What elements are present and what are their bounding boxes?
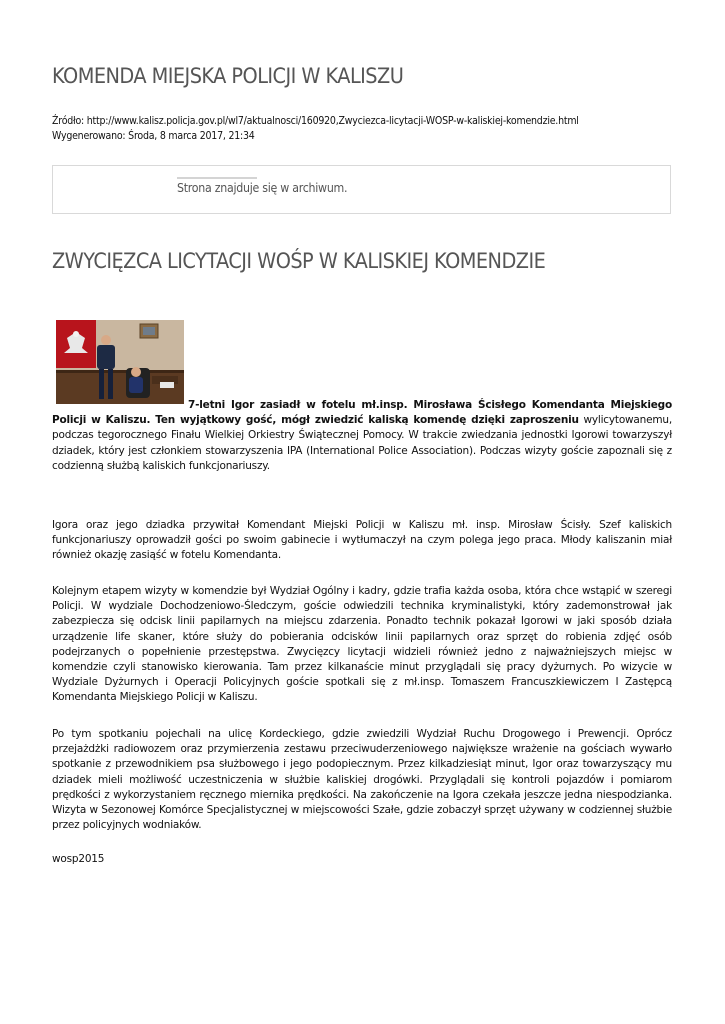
archive-divider xyxy=(177,177,257,179)
article-paragraph xyxy=(52,518,672,564)
article-photo xyxy=(56,320,184,404)
paragraph-text: Igora oraz jego dziadka przywitał Komendant Miejski Policji w Kaliszu mł. insp. Mirosław Ścisły. Szef kaliskich funkcjonariuszy oprowadził gości po swoim gabinecie i wytłumaczył na czym polega jego praca. Młody kaliszanin miał również okazję zasiąść w fotelu Komendanta. xyxy=(52,519,672,562)
lead-text: wylicytowanemu, podczas tegorocznego Finału Wielkiej Orkiestry Świątecznej Pomocy. W trakcie zwiedzania jednostki Igorowi towarzyszył dziadek, który jest członkiem stowarzyszenia IPA (International Police Association). Podczas wizyty goście zapoznali się z codzienną służbą kaliskich funkcjonariuszy. xyxy=(52,414,672,472)
source-url: Źródło: http://www.kalisz.policja.gov.pl/wl7/aktualnosci/160920,Zwyciezca-licytacji-WOSP-w-kaliskiej-komendzie.html xyxy=(52,115,579,127)
paragraph-text: Po tym spotkaniu pojechali na ulicę Kordeckiego, gdzie zwiedzili Wydział Ruchu Drogowego i Prewencji. Oprócz przejażdżki radiowozem oraz przymierzenia zestawu przeciwuderzeniowego największe wrażenie na gościach wywarło spotkanie z przewodnikiem psa służbowego i jego podopiecznym. Przez kilkadziesiąt minut, Igor oraz towarzyszący mu dziadek mieli możliwość uczestniczenia w służbie kaliskiej drogówki. Przyglądali się kontroli pojazdów i pomiarom prędkości z wykorzystaniem ręcznego miernika prędkości. Na zakończenie na Igora czekała jeszcze jedna niespodzianka. Wizyta w Sezonowej Komórce Specjalistycznej w miejscowości Szałe, gdzie zobaczył sprzęt używany w codziennej służbie przez policyjnych wodniaków. xyxy=(52,728,672,832)
archive-notice: Strona znajduje się w archiwum. xyxy=(177,181,348,195)
site-title: KOMENDA MIEJSKA POLICJI W KALISZU xyxy=(52,64,404,88)
lead-paragraph xyxy=(52,398,672,474)
article-paragraph xyxy=(52,584,672,706)
archive-notice-box xyxy=(52,165,671,214)
photo-illustration xyxy=(56,320,184,404)
paragraph-text: Kolejnym etapem wizyty w komendzie był Wydział Ogólny i kadry, gdzie trafia każda osoba, która chce wstąpić w szeregi Policji. W wydziale Dochodzeniowo-Śledczym, goście odwiedzili technika kryminalistyki, który zademonstrował jak zabezpiecza się odcisk linii papilarnych na miejscu zdarzenia. Ponadto technik pokazał Igorowi w jaki sposób działa urządzenie life skaner, które służy do pobierania odcisków linii papilarnych oraz sprzęt do robienia zdjęć osób podejrzanych o popełnienie przestępstwa. Zwycięzcy licytacji widzieli również jedno z najważniejszych miejsc w komendzie czyli stanowisko kierowania. Tam przez kilkanaście minut przyglądali się pracy dyżurnych. Po wizycie w Wydziale Dyżurnych i Operacji Policyjnych goście spotkali się z mł.insp. Tomaszem Francuszkiewiczem I Zastępcą Komendanta Miejskiego Policji w Kaliszu. xyxy=(52,585,672,704)
lead-bold-text: 7-letni Igor zasiadł w fotelu mł.insp. Mirosława Ścisłego Komendanta Miejskiego Policji w Kaliszu. Ten wyjątkowy gość, mógł zwiedzić kaliską komendę dzięki zaproszeniu xyxy=(52,399,672,427)
article-title: ZWYCIĘZCA LICYTACJI WOŚP W KALISKIEJ KOMENDZIE xyxy=(52,249,546,273)
page-meta xyxy=(52,114,579,144)
generated-date: Wygenerowano: Środa, 8 marca 2017, 21:34 xyxy=(52,130,255,142)
article-tag: wosp2015 xyxy=(52,853,105,865)
article-lead xyxy=(52,398,672,474)
article-paragraph xyxy=(52,727,672,833)
